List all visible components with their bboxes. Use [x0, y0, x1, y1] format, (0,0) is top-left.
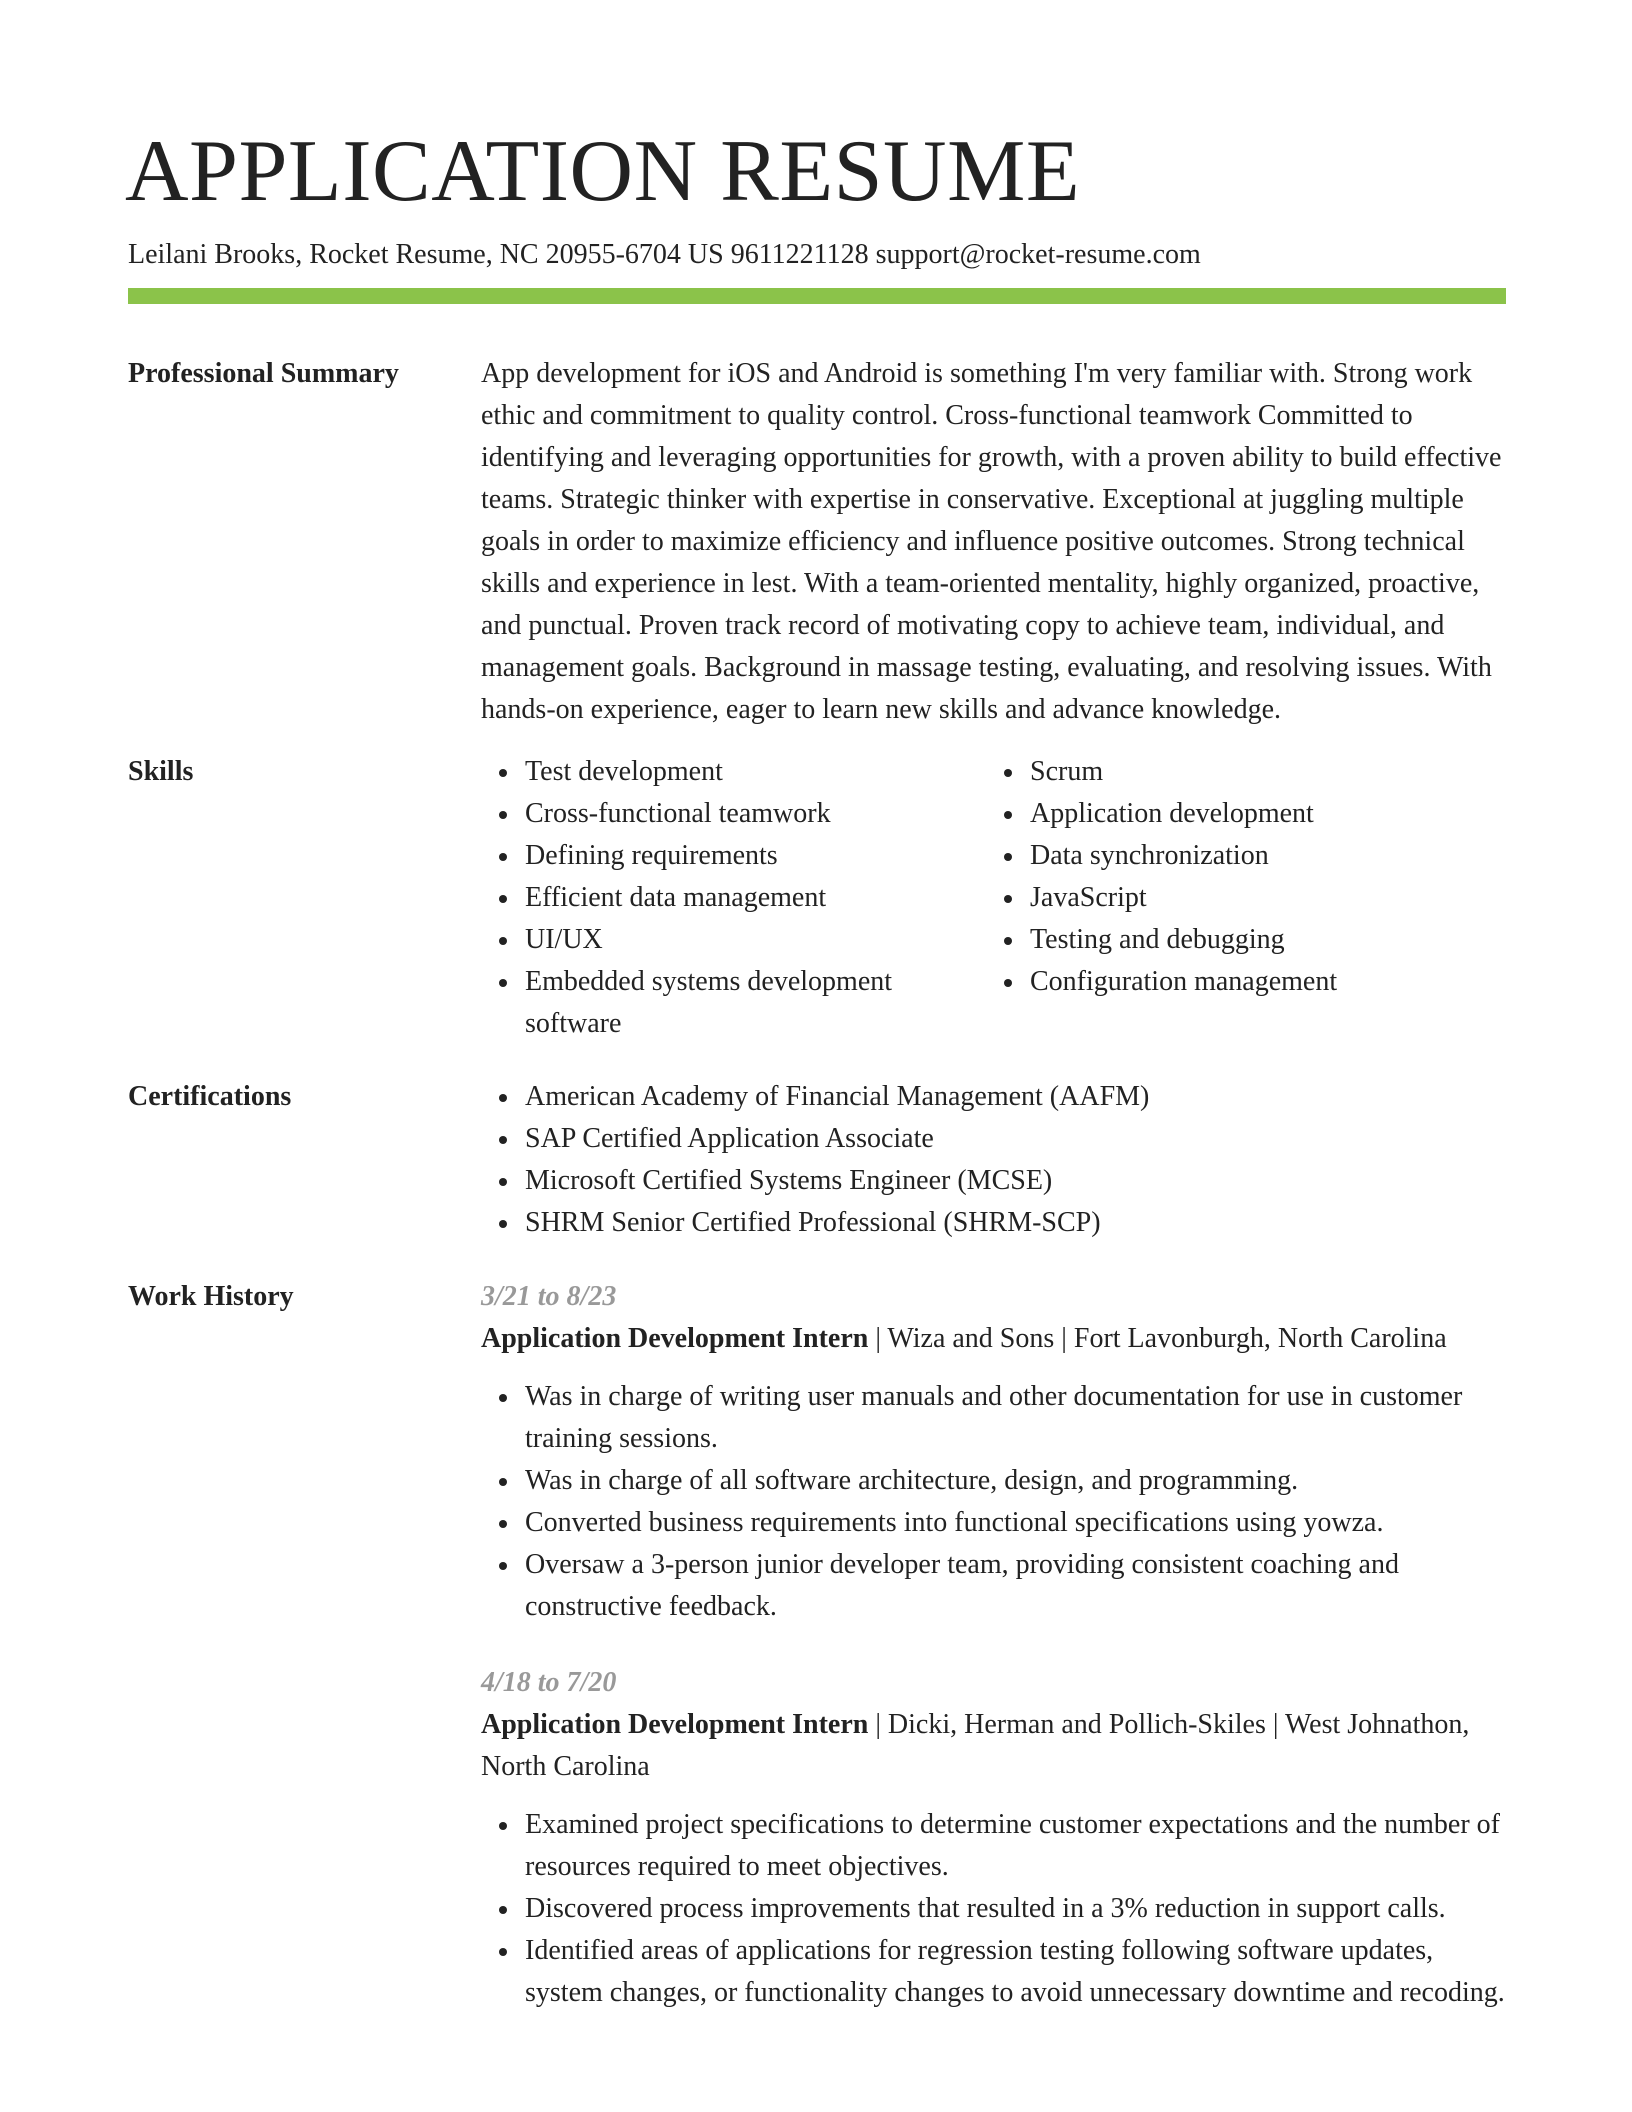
- job-dates: 3/21 to 8/23: [481, 1281, 617, 1312]
- job-bullets: [481, 1804, 1506, 2014]
- skill-item: Efficient data management: [525, 877, 986, 919]
- resume-title: APPLICATION RESUME: [125, 123, 1081, 220]
- job-heading: [481, 1318, 1506, 1360]
- certification-item: SAP Certified Application Associate: [525, 1118, 1506, 1160]
- skills-section: [128, 751, 1506, 1045]
- skill-item: Test development: [525, 751, 986, 793]
- skill-item: JavaScript: [1030, 877, 1491, 919]
- accent-divider: [128, 288, 1506, 304]
- certification-item: Microsoft Certified Systems Engineer (MCSE): [525, 1160, 1506, 1202]
- professional-summary-section: [128, 353, 1506, 731]
- job-bullet: Was in charge of writing user manuals and other documentation for use in customer training sessions.: [525, 1376, 1506, 1460]
- skills-grid: [481, 751, 1506, 1045]
- job-bullet: Discovered process improvements that resulted in a 3% reduction in support calls.: [525, 1888, 1506, 1930]
- work-history-section: [128, 1276, 1506, 2014]
- skill-item: Embedded systems development software: [525, 961, 986, 1045]
- job-bullet: Oversaw a 3-person junior developer team, providing consistent coaching and constructive feedback.: [525, 1544, 1506, 1628]
- resume-page: [125, 118, 1506, 2014]
- job-title: Application Development Intern: [481, 1709, 869, 1740]
- certifications-section: [128, 1076, 1506, 1244]
- skill-item: Testing and debugging: [1030, 919, 1491, 961]
- certification-item: American Academy of Financial Management (AAFM): [525, 1076, 1506, 1118]
- skills-list-right: [986, 751, 1491, 1045]
- job-entry: [481, 1662, 1506, 2014]
- job-bullet: Identified areas of applications for regression testing following software updates, system changes, or functionality changes to avoid unnecessary downtime and recoding.: [525, 1930, 1506, 2014]
- certifications-list: [481, 1076, 1506, 1244]
- skill-item: UI/UX: [525, 919, 986, 961]
- job-entry: [481, 1276, 1506, 1628]
- skills-list-left: [481, 751, 986, 1045]
- skill-item: Cross-functional teamwork: [525, 793, 986, 835]
- job-heading: [481, 1704, 1506, 1788]
- section-label-skills: Skills: [128, 756, 194, 787]
- skill-item: Defining requirements: [525, 835, 986, 877]
- job-bullet: Converted business requirements into functional specifications using yowza.: [525, 1502, 1506, 1544]
- certification-item: SHRM Senior Certified Professional (SHRM-SCP): [525, 1202, 1506, 1244]
- section-label-summary: Professional Summary: [128, 358, 399, 389]
- job-title: Application Development Intern: [481, 1323, 869, 1354]
- contact-line: Leilani Brooks, Rocket Resume, NC 20955-6704 US 9611221128 support@rocket-resume.com: [128, 239, 1201, 270]
- section-label-work-history: Work History: [128, 1281, 294, 1312]
- job-bullet: Examined project specifications to determine customer expectations and the number of resources required to meet objectives.: [525, 1804, 1506, 1888]
- skill-item: Application development: [1030, 793, 1491, 835]
- summary-text: App development for iOS and Android is something I'm very familiar with. Strong work ethic and commitment to quality control. Cross-functional teamwork Committed to identifying and leveraging opportunities for growth, with a proven ability to build effective teams. Strategic thinker with expertise in conservative. Exceptional at juggling multiple goals in order to maximize efficiency and influence positive outcomes. Strong technical skills and experience in lest. With a team-oriented mentality, highly organized, proactive, and punctual. Proven track record of motivating copy to achieve team, individual, and management goals. Background in massage testing, evaluating, and resolving issues. With hands-on experience, eager to learn new skills and advance knowledge.: [481, 358, 1502, 725]
- skill-item: Scrum: [1030, 751, 1491, 793]
- section-label-certifications: Certifications: [128, 1081, 292, 1112]
- job-dates: 4/18 to 7/20: [481, 1667, 617, 1698]
- skill-item: Configuration management: [1030, 961, 1491, 1003]
- job-bullet: Was in charge of all software architecture, design, and programming.: [525, 1460, 1506, 1502]
- skill-item: Data synchronization: [1030, 835, 1491, 877]
- job-employer-location: | Dicki, Herman and Pollich-Skiles | West Johnathon, North Carolina: [481, 1709, 1470, 1782]
- job-bullets: [481, 1376, 1506, 1628]
- job-employer-location: | Wiza and Sons | Fort Lavonburgh, North Carolina: [868, 1323, 1447, 1354]
